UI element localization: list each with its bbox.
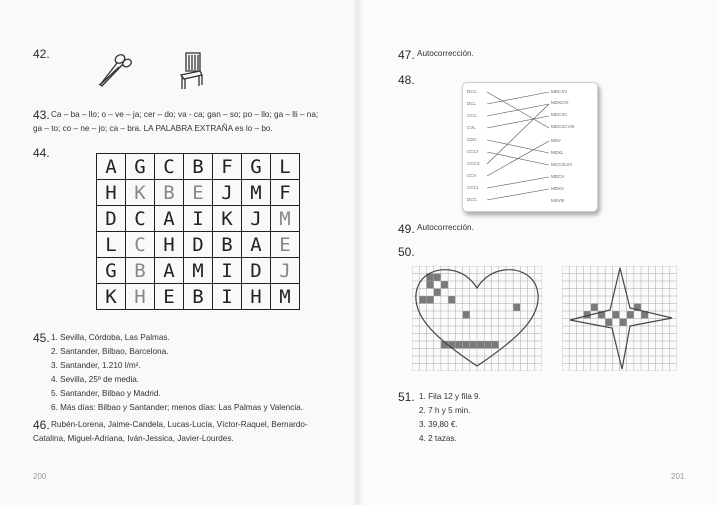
letter-cell: I (213, 284, 242, 310)
letter-cell: E (184, 180, 213, 206)
letter-cell: C (126, 232, 155, 258)
matching-panel (462, 82, 598, 212)
q45-item: 2. Santander, Bilbao, Barcelona. (51, 347, 169, 356)
roman-right-value: MDCV (551, 174, 565, 179)
shaded-cell (448, 296, 455, 304)
shaded-cell (591, 304, 598, 312)
letter-cell: E (271, 232, 300, 258)
letter-cell: C (155, 154, 184, 180)
letter-grid-row (97, 232, 300, 258)
letter-cell: C (126, 206, 155, 232)
question-50-number: 50. (398, 245, 415, 259)
q51-item: 3. 39,80 €. (419, 420, 458, 429)
shaded-cell (426, 296, 433, 304)
letter-cell: J (271, 258, 300, 284)
q45-item: 3. Santander, 1.210 l/m². (51, 361, 141, 370)
q45-item: 1. Sevilla, Córdoba, Las Palmas. (51, 333, 170, 342)
letter-grid-row (97, 180, 300, 206)
letter-cell: A (242, 232, 271, 258)
letter-grid-row (97, 154, 300, 180)
letter-cell: H (155, 232, 184, 258)
shaded-cell (419, 296, 426, 304)
shaded-cell (477, 341, 484, 349)
shaded-cell (470, 341, 477, 349)
letter-cell: B (126, 258, 155, 284)
question-43-line-2: ga – to; co – ne – jo; ca – bra. LA PALABRA EXTRAÑA es lo – bo. (33, 124, 273, 133)
shaded-cell (441, 281, 448, 289)
page-number-right: 201 (671, 472, 685, 481)
question-47-text: Autocorrección. (417, 49, 474, 58)
shaded-cell (620, 319, 627, 327)
letter-cell: M (184, 258, 213, 284)
roman-left-value: CCV (467, 173, 477, 178)
roman-right-value: MCCXLVII (551, 162, 572, 167)
letter-cell: A (155, 258, 184, 284)
roman-left-value: CVL (467, 125, 476, 130)
shaded-cell (434, 274, 441, 282)
letter-cell: D (242, 258, 271, 284)
letter-cell: G (242, 154, 271, 180)
roman-right-value: MXVIII (551, 198, 565, 203)
shaded-cell (491, 341, 498, 349)
shaded-cell (627, 311, 634, 319)
letter-cell: L (97, 232, 126, 258)
roman-right-value: MDXV (551, 186, 565, 191)
question-47-number: 47. (398, 48, 415, 62)
letter-cell: K (213, 206, 242, 232)
letter-cell: I (213, 258, 242, 284)
letter-cell: D (184, 232, 213, 258)
letter-cell: K (97, 284, 126, 310)
roman-right-value: MDCXV (551, 89, 568, 94)
letter-cell: B (155, 180, 184, 206)
letter-cell: D (97, 206, 126, 232)
roman-right-value: MDXL (551, 150, 564, 155)
letter-cell: B (184, 154, 213, 180)
letter-grid-row (97, 206, 300, 232)
roman-left-value: CCC (467, 113, 477, 118)
question-46-number: 46. (33, 418, 50, 432)
question-42-number: 42. (33, 47, 50, 61)
letter-cell: B (213, 232, 242, 258)
letter-cell: A (97, 154, 126, 180)
roman-left-value: DCC (467, 197, 477, 202)
letter-cell: F (213, 154, 242, 180)
matching-lines (463, 83, 597, 211)
page-gutter (352, 0, 364, 505)
shaded-cell (463, 341, 470, 349)
letter-cell: B (184, 284, 213, 310)
question-49-text: Autocorrección. (417, 223, 474, 232)
roman-right-value: MDXCVI (551, 100, 569, 105)
shaded-cell (426, 281, 433, 289)
letter-grid-row (97, 258, 300, 284)
letter-cell: A (155, 206, 184, 232)
shaded-cell (484, 341, 491, 349)
letter-cell: G (97, 258, 126, 284)
shaded-cell (455, 341, 462, 349)
letter-cell: K (126, 180, 155, 206)
roman-left-value: DCC (467, 89, 477, 94)
q51-item: 2. 7 h y 5 min. (419, 406, 471, 415)
q51-item: 4. 2 tazas. (419, 434, 457, 443)
letter-cell: F (271, 180, 300, 206)
star-grid-figure (562, 266, 677, 371)
question-49-number: 49. (398, 222, 415, 236)
letter-cell: L (271, 154, 300, 180)
roman-right-value: MDCXCVIII (551, 124, 575, 129)
shaded-cell (434, 289, 441, 297)
question-43-number: 43. (33, 108, 50, 122)
roman-left-value: CCCI (467, 149, 478, 154)
question-43-line-1: Ca – ba – llo; o – ve – ja; cer – do; va - ca; gan – so; po – llo; ga – lli – na; (51, 110, 319, 119)
chair-icon (178, 51, 204, 91)
roman-left-value: CCCX (467, 161, 480, 166)
roman-left-value: CCCI (467, 185, 478, 190)
page-number-left: 200 (33, 472, 47, 481)
letter-cell: H (97, 180, 126, 206)
scissors-icon (96, 52, 134, 90)
letter-cell: M (271, 206, 300, 232)
letter-cell: G (126, 154, 155, 180)
q45-item: 6. Más días: Bilbao y Santander; menos días: Las Palmas y Valencia. (51, 403, 303, 412)
letter-cell: I (184, 206, 213, 232)
question-46-line-2: Catalina, Miguel-Adriana, Iván-Jessica, Javier-Lourdes. (33, 434, 234, 443)
q45-item: 5. Santander, Bilbao y Madrid. (51, 389, 161, 398)
letter-cell: H (126, 284, 155, 310)
shaded-cell (605, 319, 612, 327)
roman-left-value: DCL (467, 101, 477, 106)
letter-grid-row (97, 284, 300, 310)
question-46-line-1: Rubén-Lorena, Jaime-Candela, Lucas-Lucía, Víctor-Raquel, Bernardo- (51, 420, 308, 429)
letter-cell: J (242, 206, 271, 232)
q51-item: 1. Fila 12 y fila 9. (419, 392, 481, 401)
shaded-cell (612, 311, 619, 319)
letter-grid (96, 153, 300, 310)
question-45-number: 45. (33, 331, 50, 345)
question-44-number: 44. (33, 146, 50, 160)
q45-item: 4. Sevilla, 25º de media. (51, 375, 140, 384)
letter-cell: H (242, 284, 271, 310)
letter-cell: M (271, 284, 300, 310)
letter-cell: E (155, 284, 184, 310)
letter-cell: J (213, 180, 242, 206)
roman-right-value: MDCXC (551, 112, 568, 117)
roman-left-value: CDC (467, 137, 477, 142)
shaded-cell (513, 304, 520, 312)
question-51-number: 51. (398, 390, 415, 404)
question-48-number: 48. (398, 73, 415, 87)
shaded-cell (463, 311, 470, 319)
roman-right-value: MXV (551, 138, 561, 143)
heart-grid-figure (412, 266, 542, 371)
letter-cell: M (242, 180, 271, 206)
